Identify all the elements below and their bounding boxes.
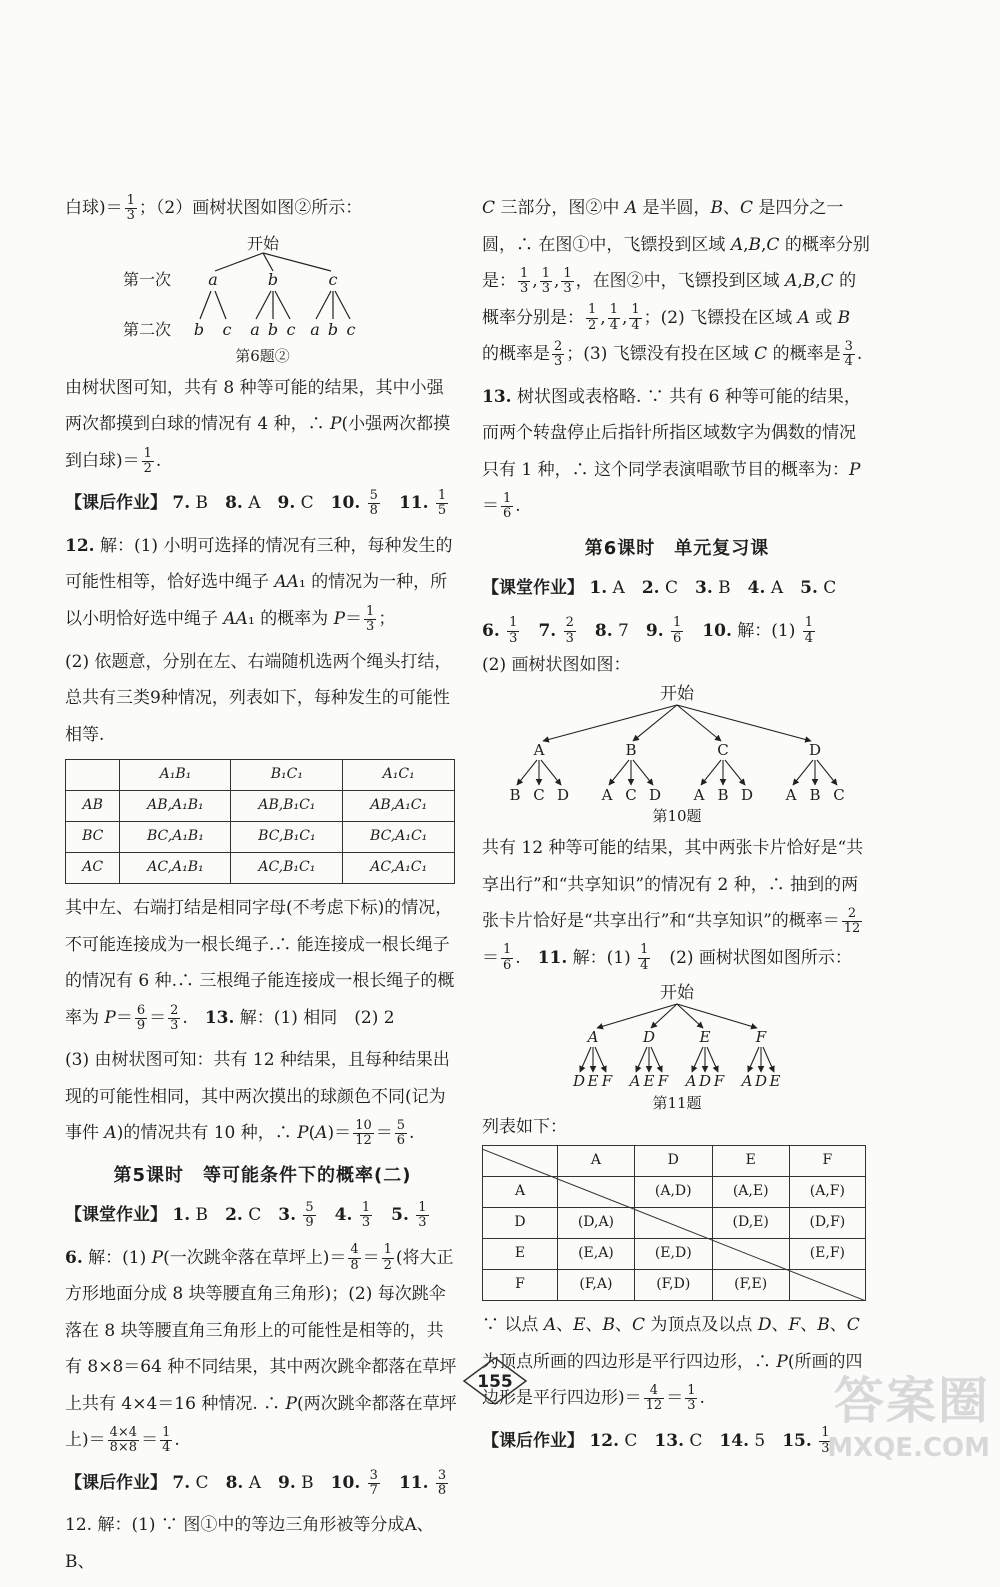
table-cell: AB bbox=[66, 791, 120, 822]
tree10-node: B bbox=[625, 740, 637, 759]
tree-diagram-6 bbox=[113, 233, 413, 343]
table-cell: D bbox=[483, 1208, 558, 1239]
table-cell: AC,A₁C₁ bbox=[343, 853, 455, 884]
table-cell: (F,A) bbox=[558, 1270, 635, 1301]
tree10-leaf: C bbox=[833, 785, 845, 803]
tree6-leaf: a bbox=[309, 319, 320, 339]
table-row bbox=[66, 822, 455, 853]
tree11-leaf: E bbox=[769, 1072, 781, 1091]
tree6-leaf: a bbox=[249, 319, 260, 339]
tree10-leaf: B bbox=[809, 785, 821, 803]
table-cell: AC,B₁C₁ bbox=[231, 853, 343, 884]
table-cell: (A,E) bbox=[712, 1177, 789, 1208]
left-p1: 白球)＝ $\frac{1}{3}$ ；（2）画树状图如图②所示： bbox=[65, 192, 363, 223]
right-p1: C 三部分，图②中 A 是半圆，B、C 是四分之一圆，∴ 在图①中，飞镖投到区域 A,B,C 的概率分别是： $\frac{1}{3}$ , $\frac{1}{3}$ , $\frac{1}{3}$ ，在图②中，飞镖投到区域 A,B,C 的概率分别是： $\frac{1}{2}$ , $\frac{1}{4}$ , $\frac{1}{4}$ ；(2) 飞镖投在区域 A 或 B 的概率是 $\frac{2}{3}$ ；(3) 飞镖没有投在区域 C 的概率是 $\frac{3}{4}$ . bbox=[482, 198, 870, 370]
left-hw5: 【课后作业】 7. C 8. A 9. B 10. $\frac{3}{7}$ 11. $\frac{3}{8}$ bbox=[65, 1467, 447, 1498]
right-p3: 共有 12 种等可能的结果，其中两张卡片恰好是“共享出行”和“共享知识”的情况有 2 种，∴ 抽到的两张卡片恰好是“共享出行”和“共享知识”的概率＝ $\frac{2}{12}$ ＝ $\frac{1}{6}$ . 11. 解：(1) $\frac{1}{4}$ (2) 画树状图如图所示： bbox=[482, 837, 864, 973]
right-p4: 列表如下： bbox=[482, 1117, 567, 1138]
table-cell: AB,A₁C₁ bbox=[343, 791, 455, 822]
tree10-leaf: A bbox=[693, 785, 705, 803]
tree11-leaf: D bbox=[754, 1072, 768, 1091]
table-cell: A₁C₁ bbox=[343, 760, 455, 791]
table-cell: BC bbox=[66, 822, 120, 853]
tree11-node: E bbox=[699, 1028, 711, 1047]
tree10-leaf: C bbox=[533, 785, 545, 803]
left-q12b: (2) 依题意，分别在左、右端随机选两个绳头打结，总共有三类9种情况，列表如下，每种发生的可能性相等. bbox=[65, 651, 452, 745]
tree11-leaf: F bbox=[657, 1072, 669, 1091]
right-p2: (2) 画树状图如图： bbox=[482, 655, 631, 676]
tree10-leaf: D bbox=[556, 785, 570, 803]
table-cell: (D,E) bbox=[712, 1208, 789, 1239]
tree10-root: 开始 bbox=[660, 683, 694, 704]
table-row bbox=[66, 791, 455, 822]
left-q12c: 12. 解：(1) ∵ 图①中的等边三角形被等分成A、B、 bbox=[65, 1515, 434, 1572]
tree11-leaf: E bbox=[643, 1072, 655, 1091]
table-cell: AC,A₁B₁ bbox=[120, 853, 231, 884]
table-cell: F bbox=[789, 1146, 865, 1177]
table-cell: BC,A₁B₁ bbox=[120, 822, 231, 853]
table-cell: AC bbox=[66, 853, 120, 884]
tree11-leaf: A bbox=[629, 1072, 641, 1091]
watermark bbox=[827, 1361, 990, 1463]
table-cell: (A,F) bbox=[789, 1177, 865, 1208]
tree11-leaf: A bbox=[741, 1072, 753, 1091]
tree10-leaf: C bbox=[625, 785, 637, 803]
tree6-row1-label: 第一次 bbox=[122, 269, 171, 289]
watermark-url: MXQE.COM bbox=[827, 1433, 990, 1463]
right-hw6: 【课后作业】 12. C 13. C 14. 5 15. $\frac{1}{3}$ bbox=[482, 1425, 830, 1456]
left-p2: 由树状图可知，共有 8 种等可能的结果，其中小强两次都摸到白球的情况有 4 种，∴ P(小强两次都摸到白球)＝ $\frac{1}{2}$ . bbox=[65, 377, 451, 476]
table-cell: (E,A) bbox=[558, 1239, 635, 1270]
table-cell: E bbox=[712, 1146, 789, 1177]
table-cell: (E,D) bbox=[634, 1239, 712, 1270]
tree6-leaf: c bbox=[222, 319, 231, 339]
table-cell: (D,F) bbox=[789, 1208, 865, 1239]
tree11-root: 开始 bbox=[660, 983, 694, 1004]
right-q13: 13. 树状图或表格略. ∵ 共有 6 种等可能的结果，而两个转盘停止后指针所指区域数字为偶数的情况只有 1 种，∴ 这个同学表演唱歌节目的概率为：P＝ $\frac{1}{6}$ . bbox=[482, 386, 861, 522]
tree10-leaf: D bbox=[648, 785, 662, 803]
tree6-root: 开始 bbox=[246, 233, 279, 253]
tree6-leaf: b bbox=[193, 319, 204, 339]
table-cell: (D,A) bbox=[558, 1208, 635, 1239]
tree6-caption: 第6题② bbox=[235, 346, 290, 365]
table-cell: D bbox=[634, 1146, 712, 1177]
tree10-node: A bbox=[533, 740, 545, 759]
tree10-leaf: D bbox=[740, 785, 754, 803]
page-number: 155 bbox=[477, 1372, 513, 1392]
tree10-node: C bbox=[717, 740, 729, 759]
left-p4: (3) 由树状图可知：共有 12 种结果，且每种结果出现的可能性相同，其中两次摸出的球颜色不同(记为事件 A)的情况共有 10 种，∴ P(A)＝ $\frac{10}{12}$ ＝ $\frac{5}{6}$ . bbox=[65, 1050, 450, 1149]
table-cell: A bbox=[483, 1177, 558, 1208]
tree11-node: D bbox=[642, 1028, 656, 1047]
watermark-logo: 答案圈 bbox=[834, 1372, 990, 1430]
page-number-badge bbox=[462, 1356, 528, 1406]
table-row bbox=[66, 853, 455, 884]
table-cell: AB,B₁C₁ bbox=[231, 791, 343, 822]
left-p3: 其中左、右端打结是相同字母(不考虑下标)的情况，不可能连接成为一根长绳子.∴ 能连接成一根长绳子的情况有 6 种.∴ 三根绳子能连接成一根长绳子的概率为 P＝ $\frac{6}{9}$ ＝ $\frac{2}{3}$ . 13. 解：(1) 相同 (2) 2 bbox=[65, 898, 455, 1033]
tree6-node: c bbox=[328, 269, 337, 289]
rope-table bbox=[65, 759, 455, 884]
tree11-leaf: A bbox=[685, 1072, 697, 1091]
tree11-leaf: D bbox=[572, 1072, 586, 1091]
section-heading-6: 第6课时 单元复习课 bbox=[584, 537, 770, 559]
tree11-leaf: F bbox=[713, 1072, 725, 1091]
tree10-leaf: B bbox=[509, 785, 521, 803]
right-p5: ∵ 以点 A、E、B、C 为顶点及以点 D、F、B、C 为顶点所画的四边形是平行四边形，∴ P(所画的四边形是平行四边形)＝ $\frac{4}{12}$ ＝ $\frac{1}{3}$ . bbox=[482, 1315, 863, 1414]
right-ans6: 6. $\frac{1}{3}$ 7. $\frac{2}{3}$ 8. 7 9. $\frac{1}{6}$ 10. 解：(1) $\frac{1}{4}$ bbox=[482, 615, 814, 646]
left-cw5: 【课堂作业】 1. B 2. C 3. $\frac{5}{9}$ 4. $\frac{1}{3}$ 5. $\frac{1}{3}$ bbox=[65, 1199, 427, 1231]
tree10-leaf: A bbox=[785, 785, 797, 803]
table-cell: BC,A₁C₁ bbox=[343, 822, 455, 853]
left-q6: 6. 解：(1) P(一次跳伞落在草坪上)＝ $\frac{4}{8}$ ＝ $\frac{1}{2}$ (将大正方形地面分成 8 块等腰直角三角形)；(2) 每次跳伞落在 8 块等腰直角三角形上的可能性是相等的，共有 8×8＝64 种不同结果，其中两次跳伞都落在草坪上共有 4×4＝16 种情况. ∴ P(两次跳伞都落在草坪上)＝ $\frac{4\times 4}{8\times 8}$ ＝ $\frac{1}{4}$ . bbox=[65, 1242, 457, 1456]
table-header-row bbox=[66, 760, 455, 791]
table-cell: E bbox=[483, 1239, 558, 1270]
table-cell: BC,B₁C₁ bbox=[231, 822, 343, 853]
tree11-caption: 第11题 bbox=[652, 1094, 702, 1113]
table-cell: (E,F) bbox=[789, 1239, 865, 1270]
tree6-leaf: b bbox=[267, 319, 278, 339]
tree11-leaf: F bbox=[601, 1072, 613, 1091]
tree10-caption: 第10题 bbox=[652, 806, 702, 825]
table-cell: A₁B₁ bbox=[120, 760, 231, 791]
table-cell: (F,D) bbox=[634, 1270, 712, 1301]
left-column bbox=[65, 190, 460, 1587]
table-cell: F bbox=[483, 1270, 558, 1301]
table-cell: (A,D) bbox=[634, 1177, 712, 1208]
table-diagonal-line bbox=[482, 1149, 866, 1301]
tree10-leaf: A bbox=[601, 785, 613, 803]
tree6-leaf: b bbox=[327, 319, 338, 339]
table-cell: AB,A₁B₁ bbox=[120, 791, 231, 822]
tree-diagram-10 bbox=[487, 683, 867, 803]
left-hw1: 【课后作业】 7. B 8. A 9. C 10. $\frac{5}{8}$ 11. $\frac{1}{5}$ bbox=[65, 488, 447, 519]
tree11-leaf: E bbox=[587, 1072, 599, 1091]
section-heading-5: 第5课时 等可能条件下的概率(二) bbox=[113, 1165, 412, 1187]
tree6-node: a bbox=[207, 269, 218, 289]
tree10-node: D bbox=[808, 740, 822, 759]
tree6-leaf: c bbox=[346, 319, 355, 339]
left-q12a: 12. 解：(1) 小明可选择的情况有三种，每种发生的可能性相等，恰好选中绳子 AA₁ 的情况为一种，所以小明恰好选中绳子 AA₁ 的概率为 P＝ $\frac{1}{3}$ ； bbox=[65, 535, 453, 635]
right-column bbox=[482, 190, 872, 1465]
tree-diagram-11 bbox=[557, 982, 797, 1090]
tree11-node: F bbox=[755, 1028, 767, 1047]
tree6-row2-label: 第二次 bbox=[122, 319, 171, 339]
tree11-node: A bbox=[587, 1028, 599, 1047]
tree6-leaf: c bbox=[286, 319, 295, 339]
right-cw6: 【课堂作业】 1. A 2. C 3. B 4. A 5. C bbox=[482, 577, 837, 598]
table-cell bbox=[66, 760, 120, 791]
table-cell: (F,E) bbox=[712, 1270, 789, 1301]
table-cell: B₁C₁ bbox=[231, 760, 343, 791]
tree6-node: b bbox=[267, 269, 278, 289]
table-cell: A bbox=[558, 1146, 635, 1177]
outcome-table-wrap bbox=[482, 1145, 872, 1301]
tree11-leaf: D bbox=[698, 1072, 712, 1091]
tree10-leaf: B bbox=[717, 785, 729, 803]
